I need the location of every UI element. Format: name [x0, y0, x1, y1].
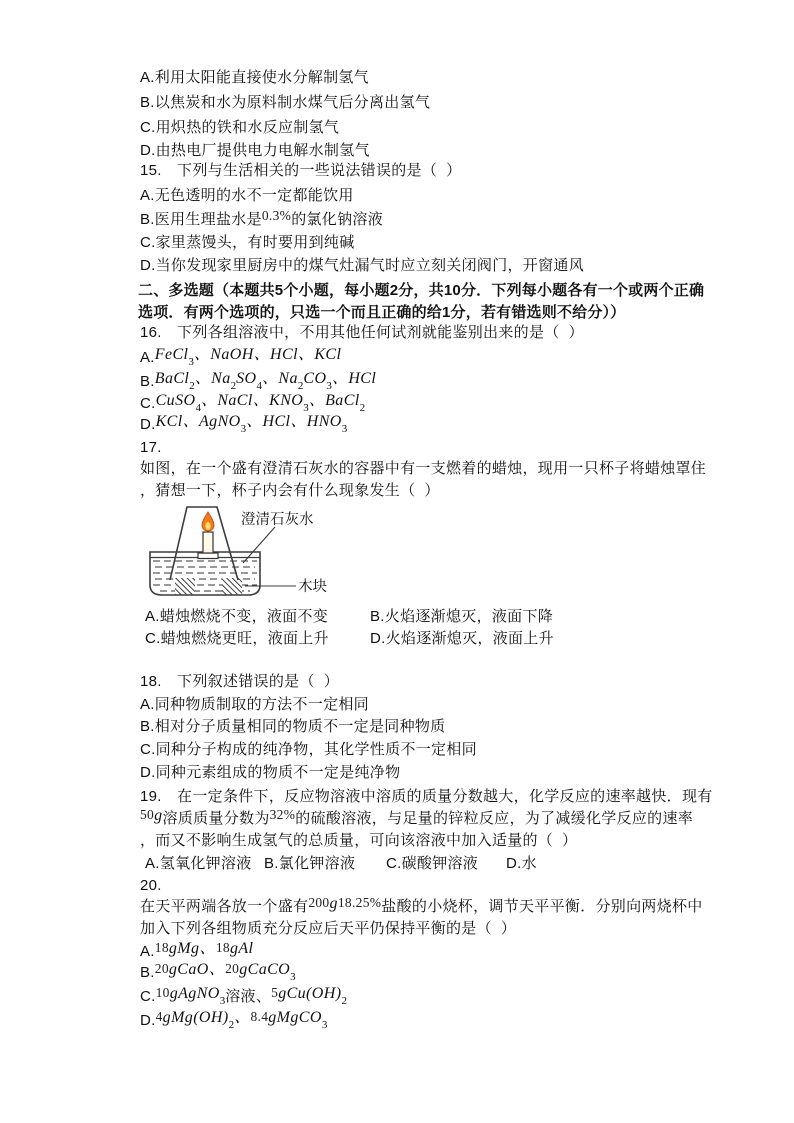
q16-option-d [140, 414, 347, 437]
section-header-line2: 选项．有两个选项的，只选一个而且正确的给1分，若有错选则不给分）） [138, 304, 626, 321]
formula-run: gMg(OH) [162, 1009, 229, 1026]
q15-option-b [140, 209, 383, 230]
formula-subscript: 2 [341, 995, 347, 1007]
q14-option-d: D.由热电厂提供电力电解水制氢气 [140, 142, 370, 159]
q20-option-b [140, 962, 296, 985]
q15-stem: 15. 下列与生活相关的一些说法错误的是（ ） [140, 162, 462, 179]
q14-option-c: C.用炽热的铁和水反应制氢气 [140, 119, 340, 136]
q19-stem-line3: ，而又不影响生成氢气的总质量，可向该溶液中加入适量的（ ） [140, 832, 578, 849]
formula-subscript: 2 [189, 380, 195, 392]
text-run: 溶质质量分数为 [162, 810, 270, 827]
q18-option-a: A.同种物质制取的方法不一定相同 [140, 696, 369, 713]
formula-subscript: 3 [240, 423, 247, 435]
formula-run: 、HCl [331, 370, 377, 387]
formula-number-run: 18.25% [337, 895, 382, 910]
q17-option-b: B.火焰逐渐熄灭，液面下降 [370, 608, 554, 625]
q17-option-c: C.蜡烛燃烧更旺，液面上升 [145, 630, 329, 647]
q16-option-a [140, 347, 341, 370]
q20-number: 20. [140, 877, 162, 894]
text-run: D. [140, 1012, 156, 1029]
q19-stem-line1: 19. 在一定条件下，反应物溶液中溶质的质量分数越大，化学反应的速率越快．现有 [140, 788, 713, 805]
q17-option-a: A.蜡烛燃烧不变，液面不变 [145, 608, 329, 625]
q15-option-d: D.当你发现家里厨房中的煤气灶漏气时应立刻关闭阀门，开窗通风 [140, 257, 585, 274]
formula-subscript: 3 [219, 995, 226, 1007]
formula-run: 、Na [262, 370, 298, 387]
formula-run: g [329, 895, 338, 912]
limewater-label: 澄清石灰水 [241, 512, 314, 528]
q17-figure [148, 500, 338, 600]
flame-inner [205, 522, 210, 530]
formula-number-run: 4 [155, 1009, 163, 1024]
formula-subscript: 3 [321, 1019, 328, 1031]
q17-option-d: D.火焰逐渐熄灭，液面上升 [370, 630, 554, 647]
q20-option-c [140, 986, 347, 1009]
candle [203, 532, 213, 553]
formula-subscript: 4 [195, 402, 201, 414]
formula-run: gCaCO [239, 961, 291, 978]
q15-option-a: A.无色透明的水不一定都能饮用 [140, 187, 354, 204]
q19-option-a: A.氢氧化钾溶液 [145, 855, 252, 872]
text-run: 的硫酸溶液，与足量的锌粒反应，为了减缓化学反应的速率 [295, 810, 694, 827]
formula-run: 、 [234, 1009, 251, 1026]
text-run: B. [140, 964, 155, 981]
formula-run: CO [303, 370, 327, 387]
formula-run: 、BaCl [308, 392, 360, 409]
formula-run: 、NaOH、HCl、KCl [193, 346, 342, 363]
formula-number-run: 18 [154, 940, 169, 955]
formula-run: BaCl [154, 370, 190, 387]
q18-option-b: B.相对分子质量相同的物质不一定是同种物质 [140, 718, 446, 735]
q18-option-c: C.同种分子构成的纯净物，其化学性质不一定相同 [140, 741, 477, 758]
q20-stem-line1 [140, 896, 703, 917]
q19-option-b: B.氯化钾溶液 [264, 855, 356, 872]
wood-label: 木块 [298, 579, 327, 595]
q16-option-b [140, 371, 376, 394]
section-header-line1: 二、多选题（本题共5个小题，每小题2分，共10分．下列每小题各有一个或两个正确 [138, 282, 705, 299]
formula-run: 、HCl、HNO [246, 413, 342, 430]
q15-option-c: C.家里蒸馒头，有时要用到纯碱 [140, 234, 355, 251]
formula-subscript: 3 [290, 971, 296, 983]
q20-option-a [140, 941, 253, 962]
formula-subscript: 4 [256, 380, 263, 392]
formula-subscript: 3 [188, 356, 194, 368]
q19-option-c: C.碳酸钾溶液 [386, 855, 479, 872]
q17-stem-line2: ，猜想一下，杯子内会有什么现象发生（ ） [140, 482, 440, 499]
text-run: C. [140, 395, 156, 412]
text-run: 盐酸的小烧杯，调节天平平衡．分别向两烧杯中 [381, 898, 703, 915]
q19-stem-line2 [140, 808, 693, 829]
q20-option-d [140, 1010, 327, 1033]
q18-option-d: D.同种元素组成的物质不一定是纯净物 [140, 764, 401, 781]
text-run: A. [140, 349, 155, 366]
formula-number-run: 50 [140, 807, 155, 822]
formula-subscript: 3 [303, 402, 309, 414]
formula-run: CuSO [155, 392, 196, 409]
formula-subscript: 2 [297, 380, 304, 392]
formula-subscript: 2 [230, 380, 237, 392]
formula-run: 、NaCl、KNO [200, 392, 304, 409]
text-run: D. [140, 416, 156, 433]
text-run: 的氯化钠溶液 [291, 211, 384, 228]
wood-block-left [175, 578, 195, 595]
formula-run: gAl [229, 940, 254, 957]
formula-number-run: 20 [225, 961, 240, 976]
wood-block-right [222, 578, 242, 595]
formula-number-run: 200 [308, 895, 330, 910]
text-run: B.医用生理盐水是 [140, 211, 262, 228]
q14-option-b: B.以焦炭和水为原料制水煤气后分离出氢气 [140, 94, 431, 111]
q19-option-d: D.水 [506, 855, 537, 872]
formula-run: FeCl [154, 346, 189, 363]
formula-run: gAgNO [169, 985, 220, 1002]
formula-subscript: 2 [359, 402, 366, 414]
formula-subscript: 2 [228, 1019, 235, 1031]
formula-run: gCu(OH) [278, 985, 342, 1002]
formula-run: SO [236, 370, 257, 387]
formula-run: gMg、 [168, 940, 216, 957]
q17-number: 17. [140, 439, 162, 456]
text-run: C. [140, 988, 156, 1005]
formula-number-run: 18 [215, 940, 230, 955]
formula-run: g [154, 807, 163, 824]
formula-number-run: 0.3% [261, 208, 292, 223]
text-run: A. [140, 943, 155, 960]
text-run: B. [140, 373, 155, 390]
formula-subscript: 3 [326, 380, 332, 392]
formula-number-run: 32% [269, 807, 296, 822]
candle-base [198, 553, 218, 559]
q16-stem: 16. 下列各组溶液中，不用其他任何试剂就能鉴别出来的是（ ） [140, 324, 584, 341]
text-run: 在天平两端各放一个盛有 [140, 898, 309, 915]
q18-stem: 18. 下列叙述错误的是（ ） [140, 673, 339, 690]
formula-number-run: 5 [271, 985, 279, 1000]
q20-stem-line2: 加入下列各组物质充分反应后天平仍保持平衡的是（ ） [140, 920, 517, 937]
formula-number-run: 20 [154, 961, 169, 976]
formula-run: 、Na [194, 370, 231, 387]
formula-run: gMgCO [268, 1009, 322, 1026]
formula-run: gCaO、 [168, 961, 226, 978]
q17-stem-line1: 如图，在一个盛有澄清石灰水的容器中有一支燃着的蜡烛，现用一只杯子将蜡烛罩住 [140, 460, 707, 477]
formula-run: KCl、AgNO [155, 413, 241, 430]
text-run: 溶液、 [225, 988, 272, 1005]
formula-number-run: 10 [155, 985, 170, 1000]
formula-number-run: 8.4 [250, 1009, 269, 1024]
q14-option-a: A.利用太阳能直接使水分解制氢气 [140, 69, 369, 86]
formula-subscript: 3 [341, 423, 348, 435]
candle-limewater-diagram [148, 500, 338, 600]
